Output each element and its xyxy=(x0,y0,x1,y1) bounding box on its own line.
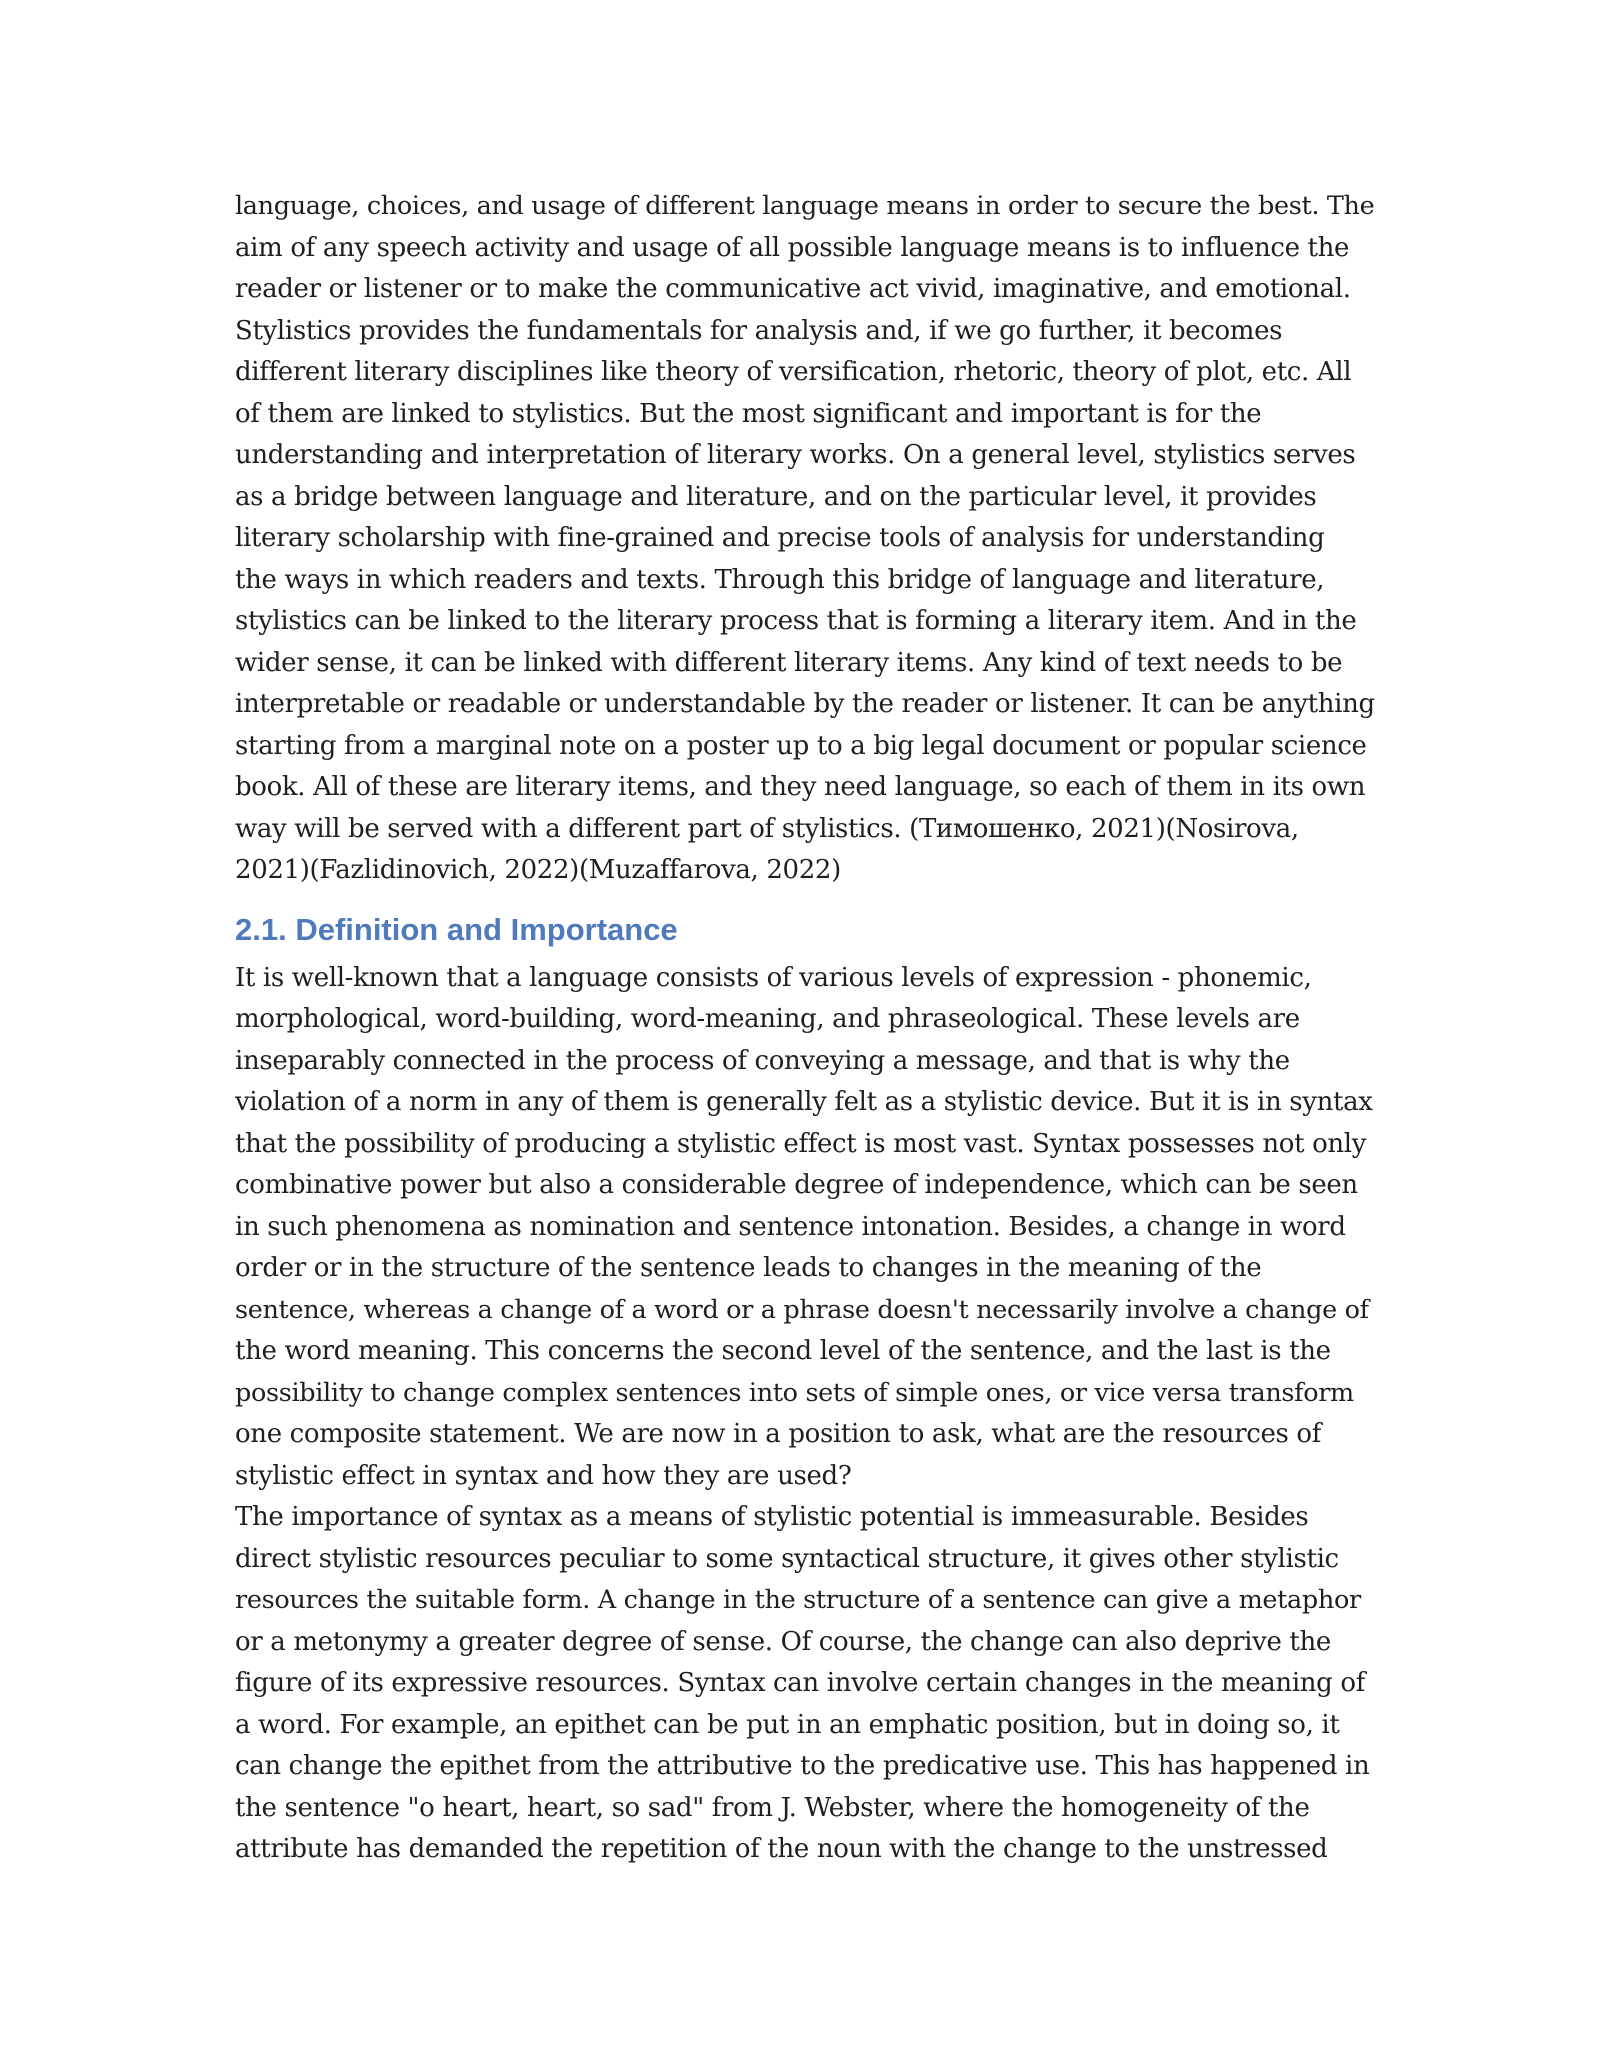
text-line: wider sense, it can be linked with different literary items. Any kind of text needs to be xyxy=(235,647,1343,678)
text-line: one composite statement. We are now in a position to ask, what are the resources of xyxy=(235,1419,1321,1449)
text-line: or a metonymy a greater degree of sense. Of course, the change can also deprive the xyxy=(235,1626,1331,1657)
text-line: It is well-known that a language consists of various levels of expression - phonemic, xyxy=(235,962,1312,993)
text-line: understanding and interpretation of literary works. On a general level, stylistics serves xyxy=(235,440,1356,470)
text-line: combinative power but also a considerable degree of independence, which can be seen xyxy=(235,1170,1358,1200)
text-line: way will be served with a different part of stylistics. (Тимошенко, 2021)(Nosirova, xyxy=(235,813,1299,844)
text-line: aim of any speech activity and usage of all possible language means is to influence the xyxy=(235,232,1350,263)
text-line: a word. For example, an epithet can be put in an emphatic position, but in doing so, it xyxy=(235,1709,1340,1740)
text-line: as a bridge between language and literature, and on the particular level, it provides xyxy=(235,481,1317,512)
text-line: literary scholarship with fine-grained and precise tools of analysis for understanding xyxy=(235,523,1325,553)
text-line: order or in the structure of the sentence leads to changes in the meaning of the xyxy=(235,1253,1262,1283)
text-line: possibility to change complex sentences into sets of simple ones, or vice versa transform xyxy=(235,1377,1354,1408)
text-line: that the possibility of producing a stylistic effect is most vast. Syntax possesses not only xyxy=(235,1128,1367,1159)
text-line: the sentence "o heart, heart, so sad" from J. Webster, where the homogeneity of the xyxy=(235,1792,1310,1823)
text-line: violation of a norm in any of them is generally felt as a stylistic device. But it is in syntax xyxy=(235,1087,1373,1117)
text-line: Stylistics provides the fundamentals for analysis and, if we go further, it becomes xyxy=(235,315,1283,346)
text-line: sentence, whereas a change of a word or a phrase doesn't necessarily involve a change of xyxy=(235,1294,1369,1325)
text-line: stylistics can be linked to the literary process that is forming a literary item. And in the xyxy=(235,606,1357,636)
text-line: figure of its expressive resources. Syntax can involve certain changes in the meaning of xyxy=(235,1668,1365,1698)
text-line: the ways in which readers and texts. Through this bridge of language and literature, xyxy=(235,564,1325,595)
text-line: inseparably connected in the process of conveying a message, and that is why the xyxy=(235,1045,1290,1076)
text-line: can change the epithet from the attributive to the predicative use. This has happened in xyxy=(235,1751,1370,1781)
text-line: in such phenomena as nomination and sentence intonation. Besides, a change in word xyxy=(235,1211,1346,1242)
text-line: morphological, word-building, word-meaning, and phraseological. These levels are xyxy=(235,1004,1300,1034)
paragraph-definition xyxy=(235,958,1375,1498)
text-line: reader or listener or to make the communicative act vivid, imaginative, and emotional. xyxy=(235,274,1351,304)
paragraph-importance xyxy=(235,1497,1375,1871)
text-line: direct stylistic resources peculiar to some syntactical structure, it gives other stylistic xyxy=(235,1543,1339,1574)
text-line: starting from a marginal note on a poster up to a big legal document or popular science xyxy=(235,730,1367,761)
text-line: of them are linked to stylistics. But the most significant and important is for the xyxy=(235,398,1262,429)
text-line: interpretable or readable or understandable by the reader or listener. It can be anything xyxy=(235,689,1375,719)
document-page xyxy=(235,186,1375,1871)
text-line: different literary disciplines like theory of versification, rhetoric, theory of plot, etc. All xyxy=(235,357,1352,387)
text-line: language, choices, and usage of different language means in order to secure the best. The xyxy=(235,191,1375,221)
text-line: attribute has demanded the repetition of the noun with the change to the unstressed xyxy=(235,1834,1328,1864)
text-line: stylistic effect in syntax and how they are used? xyxy=(235,1460,852,1491)
text-line: book. All of these are literary items, and they need language, so each of them in its own xyxy=(235,772,1366,802)
section-heading: 2.1. Definition and Importance xyxy=(235,911,678,947)
text-line: the word meaning. This concerns the second level of the sentence, and the last is the xyxy=(235,1336,1331,1366)
text-line: resources the suitable form. A change in the structure of a sentence can give a metaphor xyxy=(235,1585,1361,1615)
text-line: 2021)(Fazlidinovich, 2022)(Muzaffarova, 2022) xyxy=(235,855,841,885)
paragraph-stylistics-overview xyxy=(235,186,1375,892)
text-line: The importance of syntax as a means of stylistic potential is immeasurable. Besides xyxy=(235,1502,1309,1532)
